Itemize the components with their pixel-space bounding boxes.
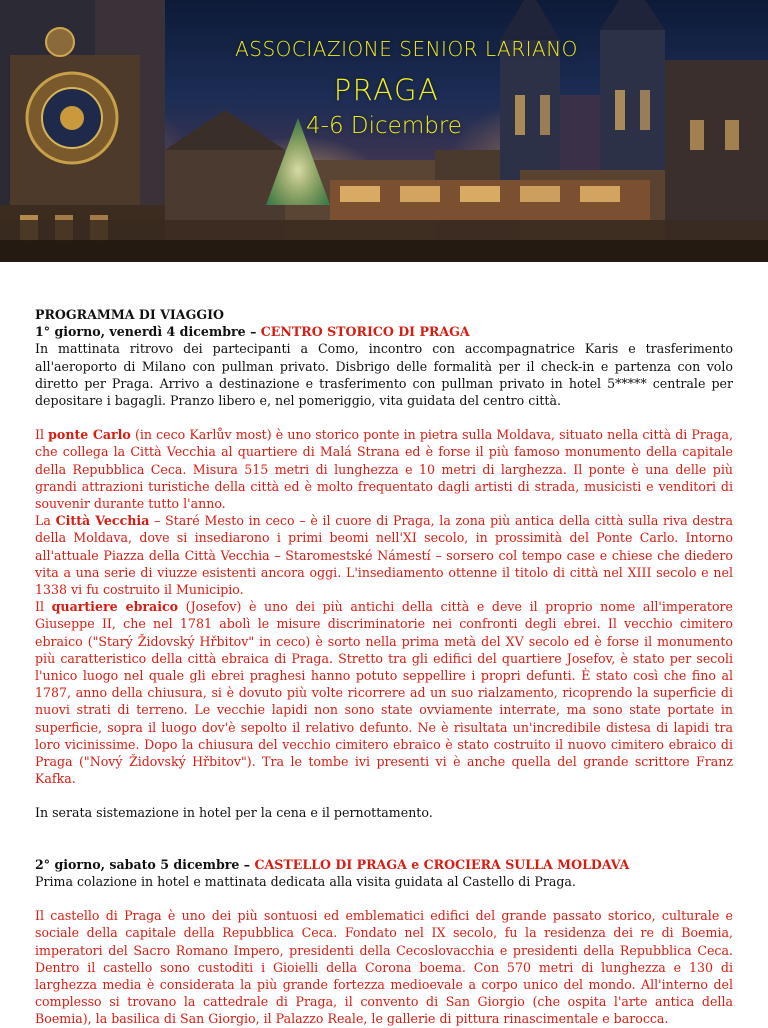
trip-dates: 4-6 Dicembre — [306, 113, 462, 139]
day2-intro: Prima colazione in hotel e mattinata dedicata alla visita guidata al Castello di Praga. — [35, 873, 576, 889]
association-title: ASSOCIAZIONE SENIOR LARIANO — [235, 37, 578, 61]
day1-evening: In serata sistemazione in hotel per la cena e il pernottamento. — [35, 805, 433, 821]
ponte-carlo-paragraph: Il ponte Carlo (in ceco Karlův most) è uno storico ponte in pietra sulla Moldava, situato nella città di Praga, che collega la Città Vecchia al quartiere di Malá Strana ed è forse il più famoso monumento della capitale della Repubblica Ceca. Misura 515 metri di lunghezza e 10 metri di larghezza. Il ponte è una delle più grandi attrazioni turistiche della città ed è molto frequentato dagli artisti di strada, musicisti e venditori di souvenir durante tutto l'anno. — [35, 427, 733, 512]
day2-heading: 2° giorno, sabato 5 dicembre – CASTELLO DI PRAGA e CROCIERA SULLA MOLDAVA — [35, 856, 630, 872]
day1-intro: In mattinata ritrovo dei partecipanti a Como, incontro con accompagnatrice Karis e trasferimento all'aeroporto di Milano con pullman privato. Disbrigo delle formalità per il check-in e partenza con volo diretto per Praga. Arrivo a destinazione e trasferimento con pullman privato in hotel 5***** centrale per depositare i bagagli. Pranzo libero e, nel pomeriggio, vita guidata del centro città. — [35, 341, 733, 409]
day1-title: CENTRO STORICO DI PRAGA — [260, 324, 470, 340]
programme-text — [35, 306, 733, 1028]
header-banner — [0, 0, 768, 262]
ponte-carlo-name: ponte Carlo — [48, 427, 131, 443]
day1-heading: 1° giorno, venerdì 4 dicembre – CENTRO STORICO DI PRAGA — [35, 324, 470, 340]
castello-paragraph: Il castello di Praga è uno dei più sontuosi ed emblematici edifici del grande passato storico, culturale e sociale della capitale della Repubblica Ceca. Fondato nel IX secolo, fu la residenza dei re di Boemia, imperatori del Sacro Romano Impero, presidenti della Cecoslovacchia e presidenti della Repubblica Ceca. Dentro il castello sono custoditi i Gioielli della Corona boema. Con 570 metri di lunghezza e 130 di larghezza media è considerata la più grande fortezza medioevale a corpo unico del mondo. All'interno del complesso si trovano la cattedrale di Praga, il convento di San Giorgio (che ospita l'arte antica della Boemia), la basilica di San Giorgio, il Palazzo Reale, le gallerie di pittura rinascimentale e barocca. — [35, 908, 733, 1027]
quartiere-ebraico-name: quartiere ebraico — [51, 599, 179, 615]
day2-title: CASTELLO DI PRAGA e CROCIERA SULLA MOLDAVA — [254, 856, 630, 872]
city-title: PRAGA — [333, 73, 440, 107]
quartiere-ebraico-paragraph: Il quartiere ebraico (Josefov) è uno dei più antichi della città e deve il proprio nome all'imperatore Giuseppe II, che nel 1781 abolì le misure discriminatorie nei confronti degli ebrei. Il vecchio cimitero ebraico ("Starý Židovský Hřbitov" in ceco) è sorto nella prima metà del XV secolo ed è forse il monumento più caratteristico della città ebraica di Praga. Stretto tra gli edifici del quartiere Josefov, è stato per secoli l'unico luogo nel quale gli ebrei praghesi hanno potuto seppellire i propri defunti. È stato così che fino al 1787, anno della chiusura, si è dovuto più volte ricorrere ad un suo rialzamento, ricoprendo la superficie di nuovi strati di terreno. Le vecchie lapidi non sono state ovviamente interrate, ma sono state portate in superficie, sopra il luogo dov'è sepolto il relativo defunto. Ne è risultata un'incredibile distesa di lapidi tra loro vicinissime. Dopo la chiusura del vecchio cimitero ebraico è stato costruito il nuovo cimitero ebraico di Praga ("Nový Židovský Hřbitov"). Tra le tombe ivi presenti vi è anche quella del grande scrittore Franz Kafka. — [35, 599, 734, 787]
citta-vecchia-paragraph: La Città Vecchia – Staré Mesto in ceco – è il cuore di Praga, la zona più antica della città sulla riva destra della Moldava, dove si insediarono i primi beomi nell'XI secolo, in prossimità del Ponte Carlo. Intorno all'attuale Piazza della Città Vecchia – Staromestské Námestí – sorsero col tempo case e chiese che diedero vita a una serie di viuzze esistenti ancora oggi. L'insediamento ottenne il titolo di città nel XIII secolo e nel 1338 vi fu costruito il Municipio. — [35, 513, 733, 598]
programme-heading: PROGRAMMA DI VIAGGIO — [35, 307, 224, 322]
citta-vecchia-name: Città Vecchia — [55, 513, 150, 529]
